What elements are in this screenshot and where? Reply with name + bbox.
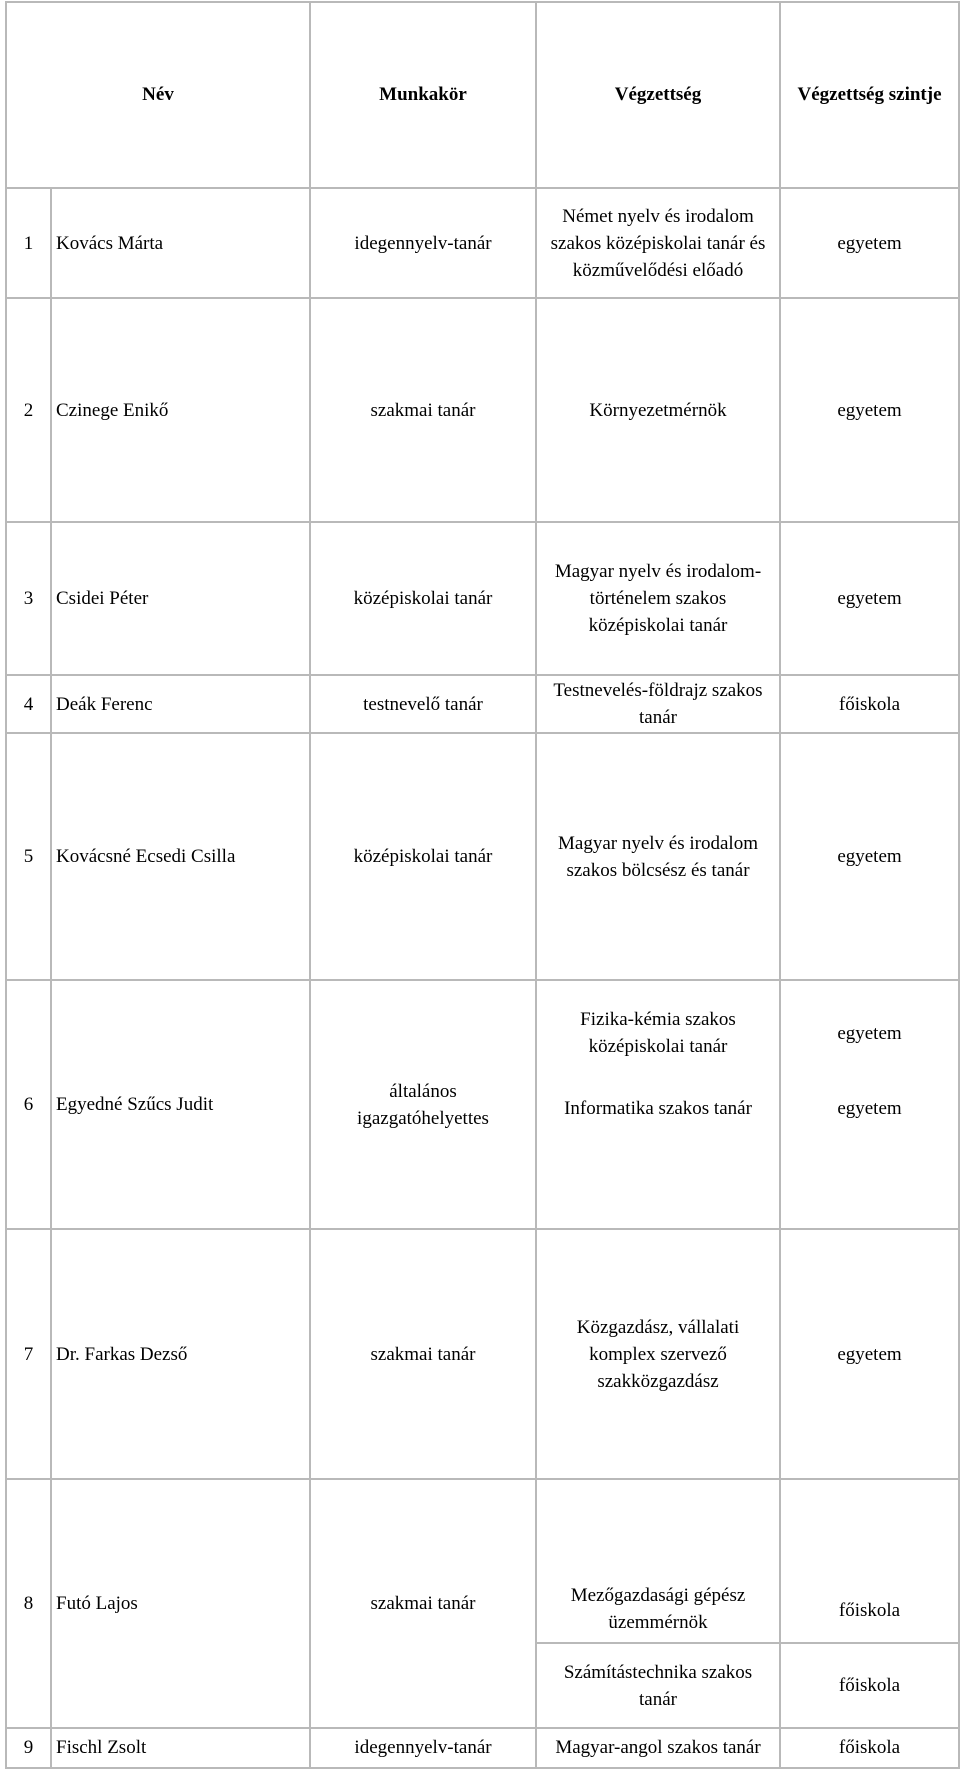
- row-name: Czinege Enikő: [51, 298, 310, 522]
- row-name: Kovács Márta: [51, 188, 310, 299]
- education-line: Testnevelés-földrajz szakos: [553, 680, 763, 702]
- row-education: [536, 1229, 780, 1478]
- row-level: egyetem: [780, 188, 959, 299]
- education-line: komplex szervező: [589, 1343, 727, 1365]
- education-line: szakközgazdász: [597, 1370, 719, 1392]
- row-name: Dr. Farkas Dezső: [51, 1229, 310, 1478]
- header-name: Név: [6, 2, 310, 188]
- education-line: szakos bölcsész és tanár: [566, 859, 750, 881]
- row-number: 6: [6, 980, 51, 1229]
- row-level: egyetem: [780, 1229, 959, 1478]
- row-number: 2: [6, 298, 51, 522]
- row-role: középiskolai tanár: [310, 522, 536, 675]
- education-line: üzemmérnök: [608, 1612, 708, 1634]
- education-line: Számítástechnika szakos: [563, 1661, 753, 1683]
- row-number: 3: [6, 522, 51, 675]
- row-role: [310, 980, 536, 1229]
- education-line: Közgazdász, vállalati: [576, 1316, 740, 1338]
- education-line: Mezőgazdasági gépész: [570, 1585, 746, 1607]
- row-number: 5: [6, 733, 51, 980]
- education-line: középiskolai tanár: [588, 615, 728, 637]
- header-row: [6, 2, 959, 188]
- row-role: középiskolai tanár: [310, 733, 536, 980]
- table-row: [6, 1479, 959, 1644]
- row-level: egyetem: [780, 980, 959, 1084]
- row-role: szakmai tanár: [310, 1229, 536, 1478]
- row-education: [536, 733, 780, 980]
- table-row: [6, 298, 959, 522]
- row-level: egyetem: [780, 522, 959, 675]
- education-line: Német nyelv és irodalom: [562, 205, 754, 227]
- role-line: általános: [389, 1080, 457, 1102]
- row-education: [536, 675, 780, 733]
- row-number: 1: [6, 188, 51, 299]
- row-name: Egyedné Szűcs Judit: [51, 980, 310, 1229]
- table-row: [6, 1229, 959, 1478]
- row-role: idegennyelv-tanár: [310, 1728, 536, 1768]
- header-education: Végzettség: [536, 2, 780, 188]
- education-line: történelem szakos: [589, 588, 727, 610]
- row-level: főiskola: [780, 1479, 959, 1644]
- role-line: igazgatóhelyettes: [357, 1107, 489, 1129]
- education-line: szakos középiskolai tanár és: [550, 232, 766, 254]
- row-role: szakmai tanár: [310, 298, 536, 522]
- row-name: Futó Lajos: [51, 1479, 310, 1728]
- row-number: 7: [6, 1229, 51, 1478]
- row-name: Kovácsné Ecsedi Csilla: [51, 733, 310, 980]
- table-row: [6, 188, 959, 299]
- row-role: idegennyelv-tanár: [310, 188, 536, 299]
- row-name: Deák Ferenc: [51, 675, 310, 733]
- row-level: főiskola: [780, 1728, 959, 1768]
- education-line: Környezetmérnök: [589, 399, 727, 421]
- row-number: 9: [6, 1728, 51, 1768]
- education-line: tanár: [639, 1688, 677, 1710]
- row-education: [536, 188, 780, 299]
- row-level: egyetem: [780, 298, 959, 522]
- header-role: Munkakör: [310, 2, 536, 188]
- header-level: Végzettség szintje: [780, 2, 959, 188]
- row-level: főiskola: [780, 1643, 959, 1727]
- education-line: Informatika szakos tanár: [564, 1097, 752, 1119]
- table-row: [6, 522, 959, 675]
- row-education: [536, 1728, 780, 1768]
- row-education: [536, 1479, 780, 1644]
- row-name: Fischl Zsolt: [51, 1728, 310, 1768]
- row-number: 8: [6, 1479, 51, 1728]
- row-level: egyetem: [780, 733, 959, 980]
- row-role: testnevelő tanár: [310, 675, 536, 733]
- row-role: szakmai tanár: [310, 1479, 536, 1728]
- staff-table: [5, 1, 960, 1769]
- education-line: Magyar-angol szakos tanár: [555, 1737, 761, 1759]
- row-education: [536, 522, 780, 675]
- table-row: [6, 980, 959, 1084]
- education-line: Fizika-kémia szakos: [580, 1009, 736, 1031]
- education-line: középiskolai tanár: [588, 1036, 728, 1058]
- row-level: egyetem: [780, 1085, 959, 1230]
- education-line: Magyar nyelv és irodalom-: [554, 561, 762, 583]
- row-number: 4: [6, 675, 51, 733]
- row-education: [536, 980, 780, 1084]
- education-line: Magyar nyelv és irodalom: [558, 832, 758, 854]
- education-line: tanár: [639, 707, 677, 729]
- row-education: [536, 1085, 780, 1230]
- table-row: [6, 675, 959, 733]
- row-level: főiskola: [780, 675, 959, 733]
- row-education: [536, 1643, 780, 1727]
- education-line: közművelődési előadó: [572, 259, 744, 281]
- row-name: Csidei Péter: [51, 522, 310, 675]
- table-row: [6, 1728, 959, 1768]
- table-row: [6, 733, 959, 980]
- row-education: [536, 298, 780, 522]
